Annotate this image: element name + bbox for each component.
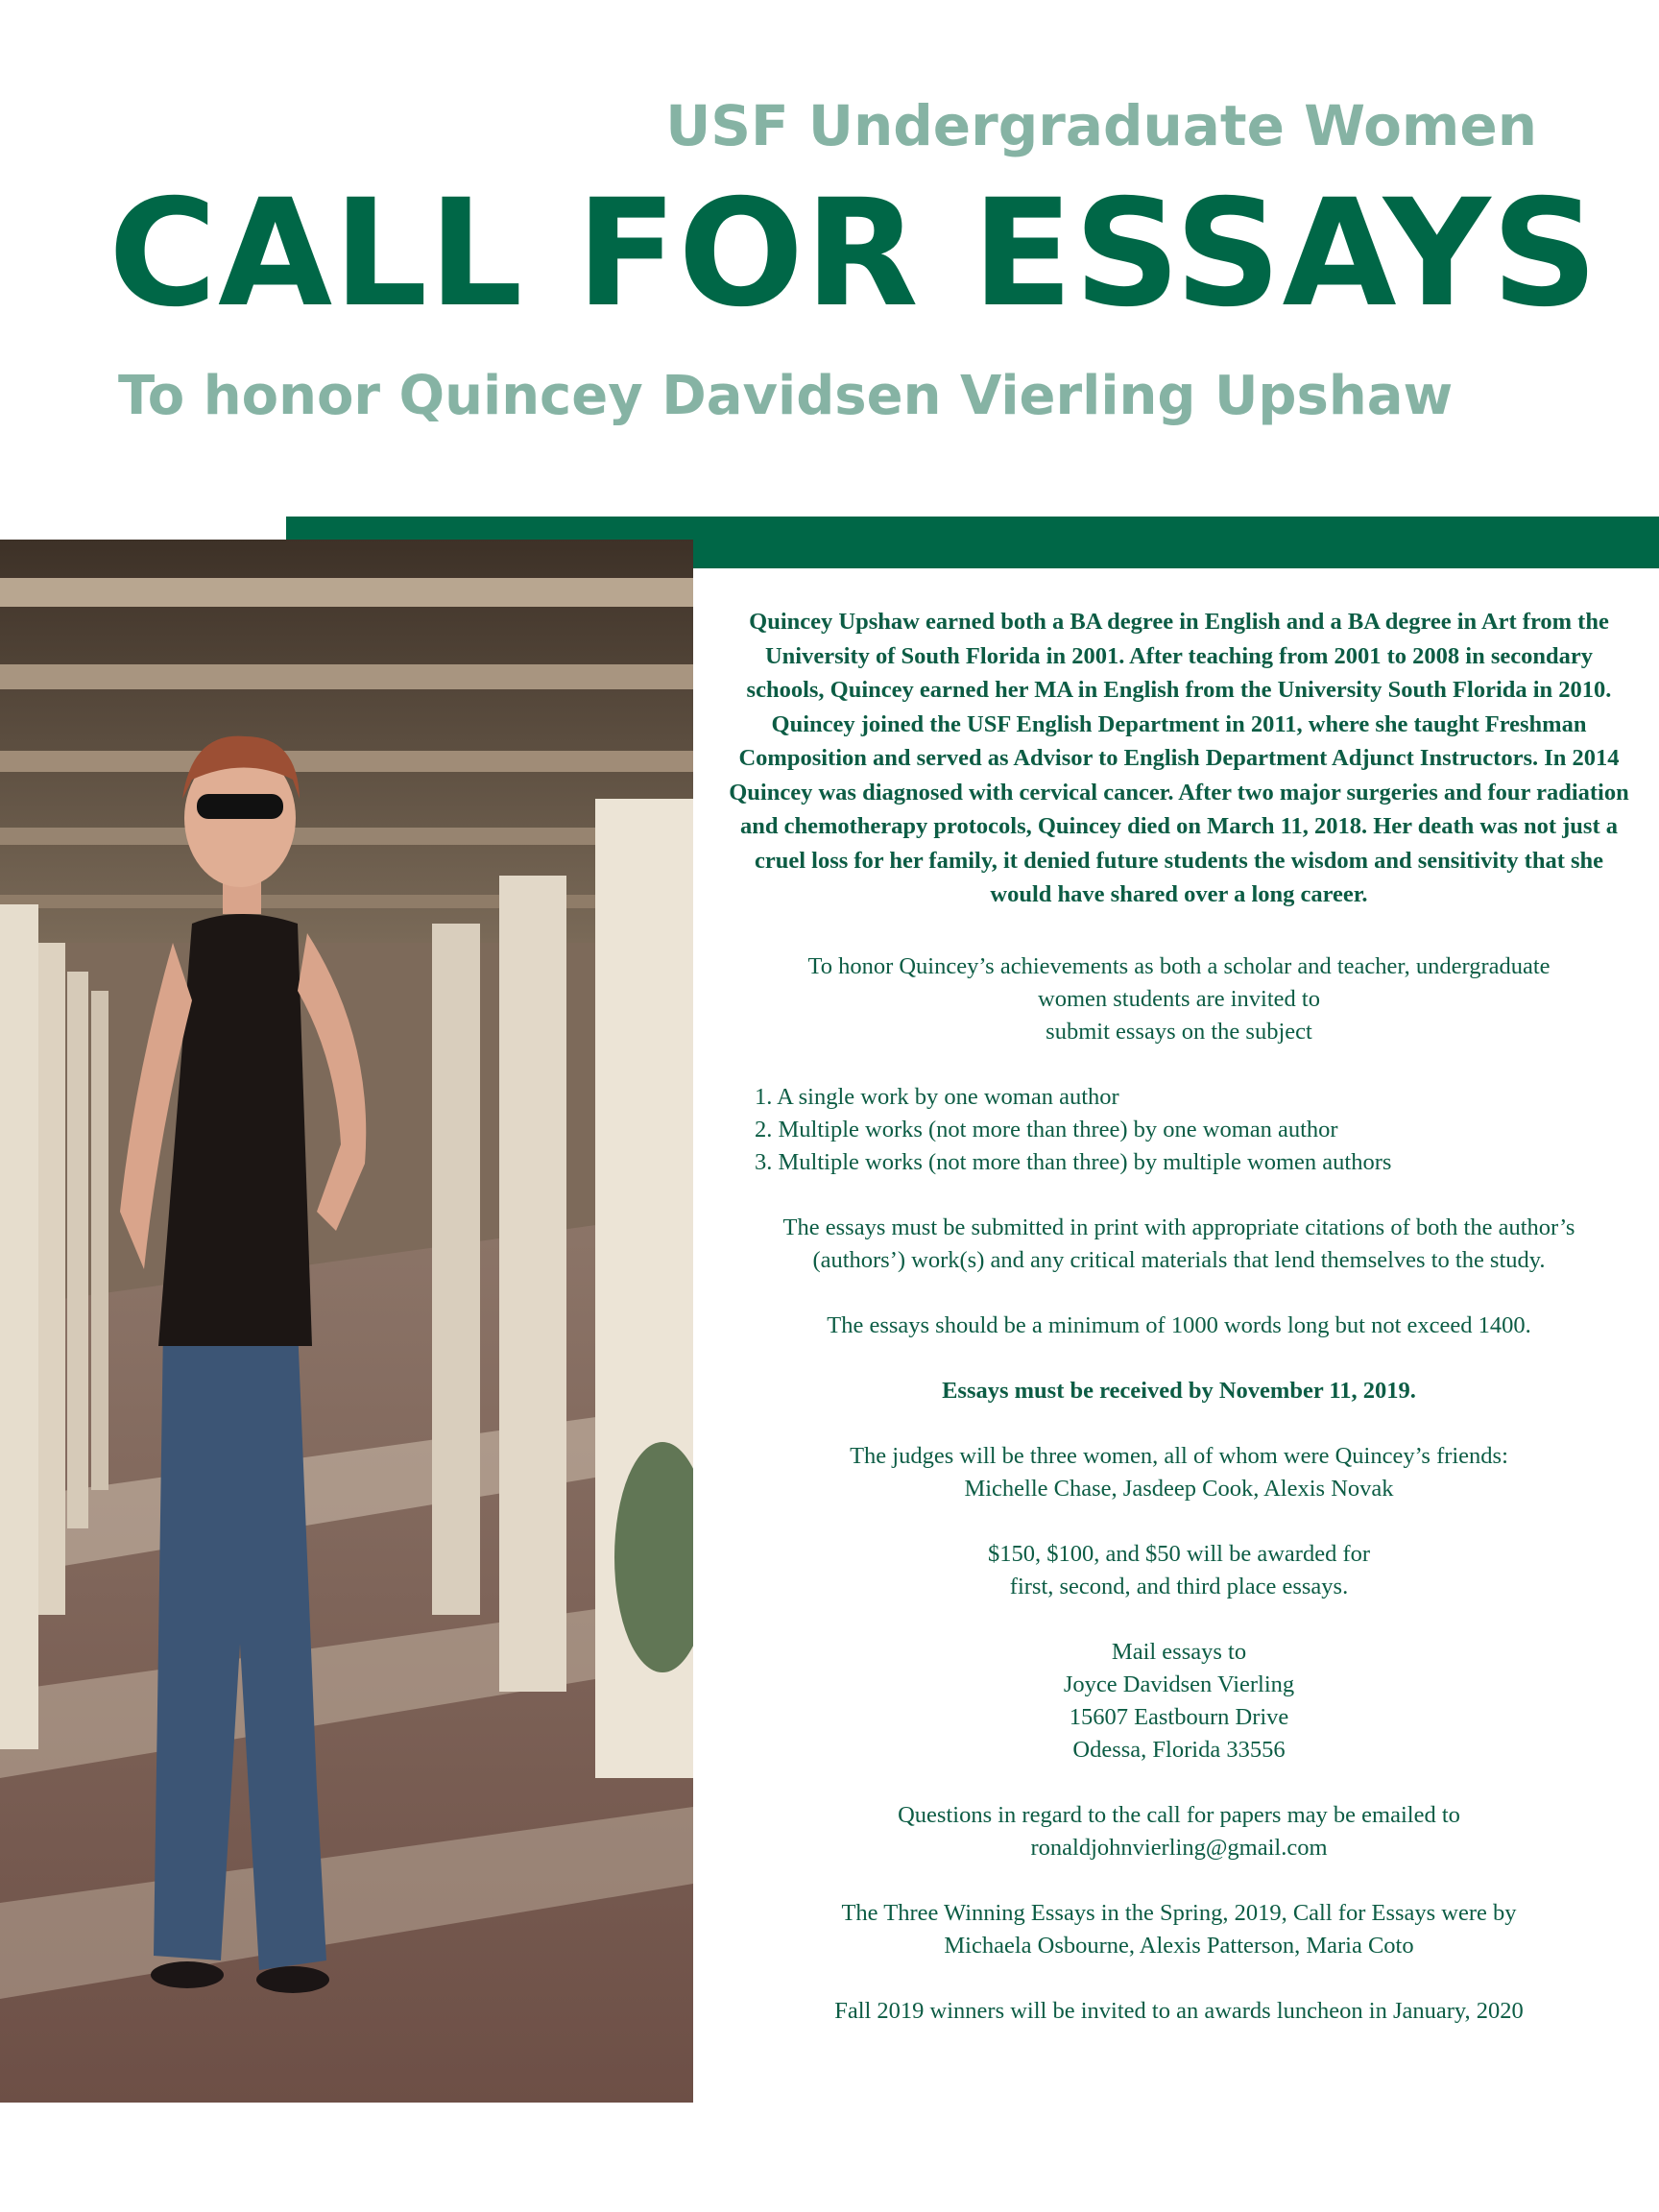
mail-intro: Mail essays to [1111,1638,1247,1665]
deadline: Essays must be received by November 11, 2019. [942,1377,1416,1404]
mail-street: 15607 Eastbourn Drive [1069,1703,1289,1730]
page-subtitle: To honor Quincey Davidsen Vierling Upshaw [118,365,1454,427]
biography: Quincey Upshaw earned both a BA degree in English and a BA degree in Art from the University of South Florida in 2001. After teaching from 2001 to 2008 in secondary schools, Quincey earned her MA in English from the University South Florida in 2010. Quincey joined the USF English Department in 2011, where she taught Freshman Composition and served as Advisor to English Department Adjunct Instructors. In 2014 Quincey was diagnosed with cervical cancer. After two major surgeries and four radiation and chemotherapy protocols, Quincey died on March 11, 2018. Her death was not just a cruel loss for her family, it denied future students the wisdom and sensitivity that she would have shared over a long career. [729,609,1629,907]
judges-names: Michelle Chase, Jasdeep Cook, Alexis Novak [964,1475,1394,1502]
luncheon-note: Fall 2019 winners will be invited to an awards luncheon in January, 2020 [834,1997,1524,2024]
invite-line-2: women students are invited to [1038,985,1320,1012]
list-item: 1. A single work by one woman author [755,1083,1119,1110]
list-item: 2. Multiple works (not more than three) by one woman author [755,1116,1338,1142]
awards-line-1: $150, $100, and $50 will be awarded for [987,1540,1371,1567]
portrait-photo [0,540,693,2103]
invite-line-1: To honor Quincey’s achievements as both a scholar and teacher, undergraduate [807,952,1551,979]
contact-email: ronaldjohnvierling@gmail.com [1030,1834,1328,1861]
mail-city: Odessa, Florida 33556 [1072,1736,1286,1763]
invite-line-3: submit essays on the subject [1046,1018,1312,1045]
mail-recipient: Joyce Davidsen Vierling [1063,1671,1295,1697]
topic-list [728,1081,1630,1179]
questions-intro: Questions in regard to the call for papers may be emailed to [898,1801,1460,1828]
submission-requirements: The essays must be submitted in print with appropriate citations of both the author’s (authors’) work(s) and any critical materials that lend themselves to the study. [782,1214,1575,1273]
winners-intro: The Three Winning Essays in the Spring, 2019, Call for Essays were by [841,1899,1517,1926]
org-heading: USF Undergraduate Women [665,93,1537,158]
page-title: CALL FOR ESSAYS [108,168,1599,340]
judges-intro: The judges will be three women, all of whom were Quincey’s friends: [850,1442,1508,1469]
essay-details [728,605,1630,2028]
awards-line-2: first, second, and third place essays. [1009,1573,1349,1599]
winners-names: Michaela Osbourne, Alexis Patterson, Maria Coto [944,1932,1414,1959]
length-requirements: The essays should be a minimum of 1000 words long but not exceed 1400. [827,1311,1531,1338]
list-item: 3. Multiple works (not more than three) by multiple women authors [755,1148,1392,1175]
portrait-photo-illustration [0,540,693,2103]
